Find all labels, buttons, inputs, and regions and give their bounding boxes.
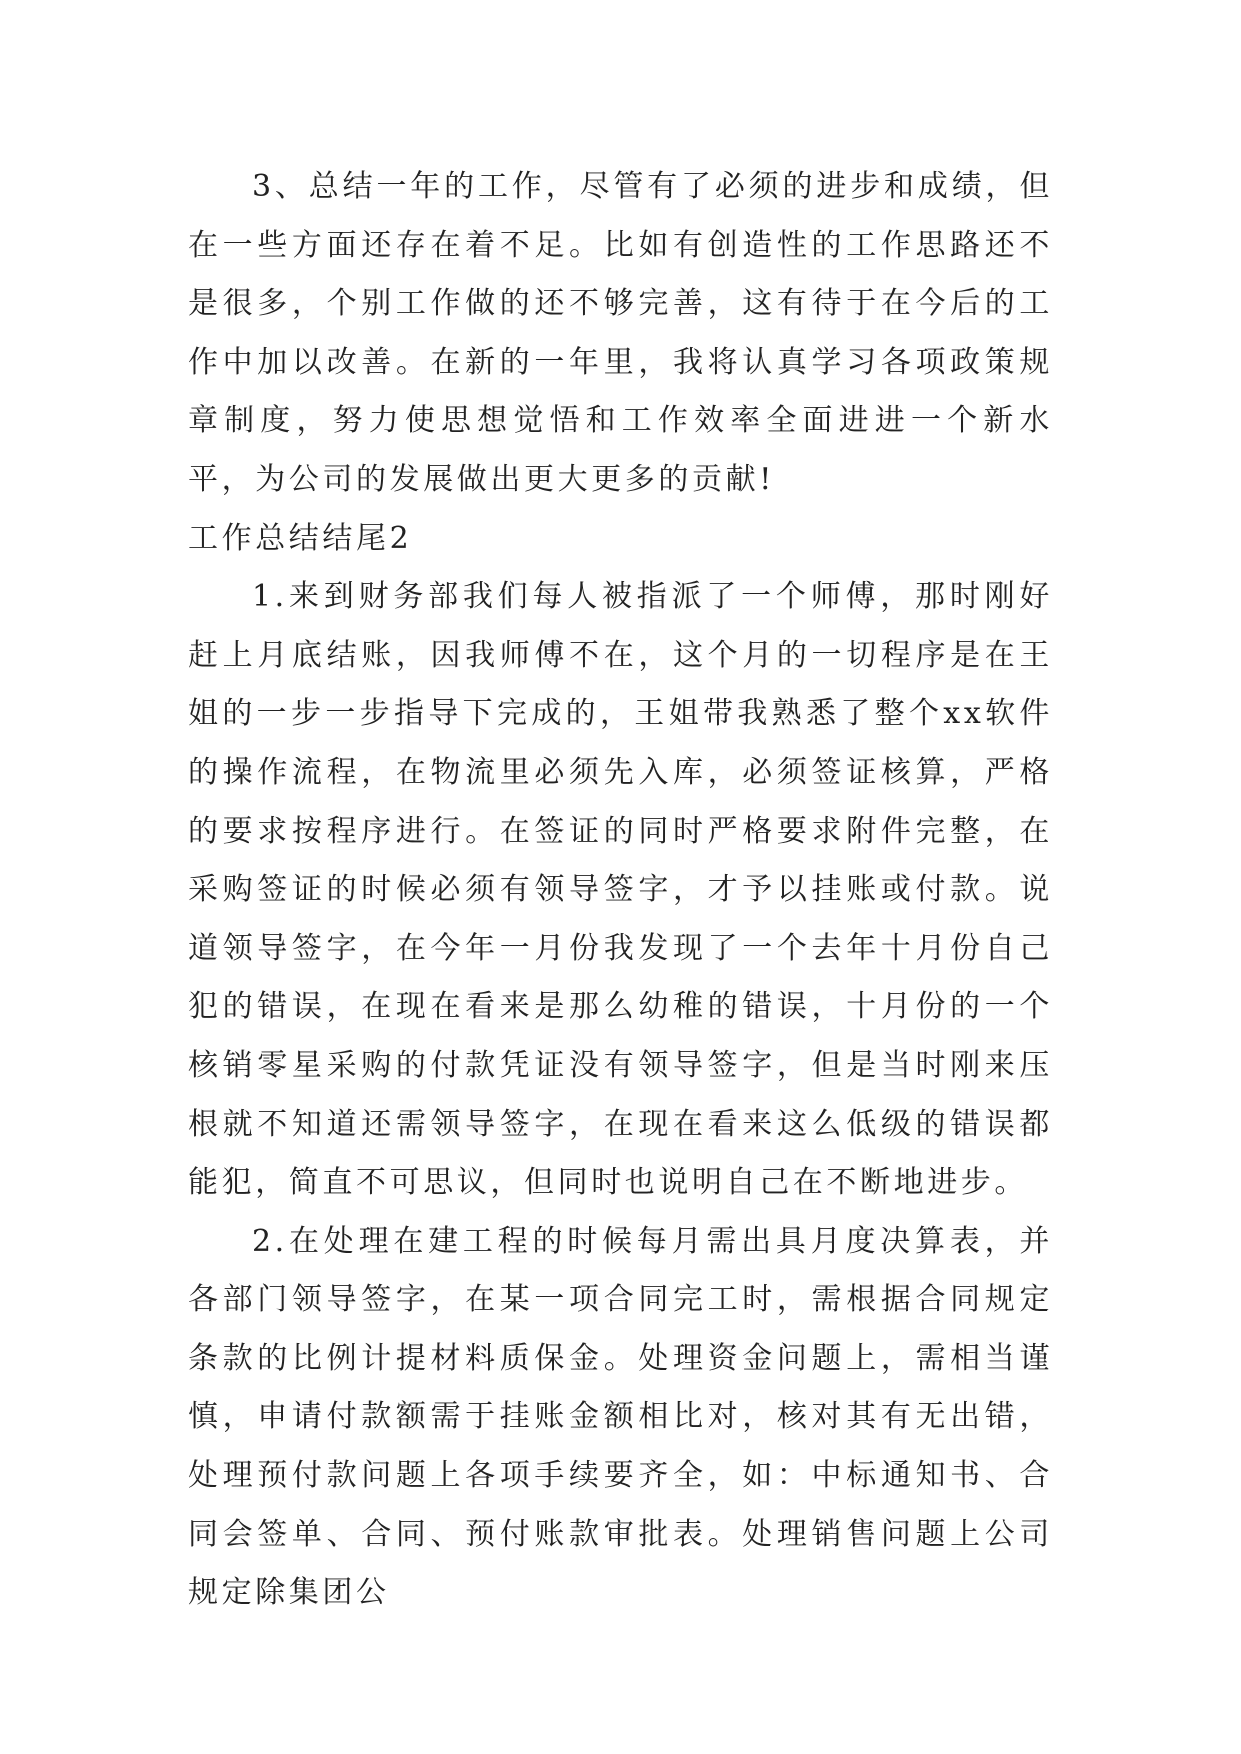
document-body	[188, 158, 1053, 1623]
paragraph-summary: 3、总结一年的工作，尽管有了必须的进步和成绩，但在一些方面还存在着不足。比如有创造性的工作思路还不是很多，个别工作做的还不够完善，这有待于在今后的工作中加以改善。在新的一年里，我将认真学习各项政策规章制度，努力使思想觉悟和工作效率全面进进一个新水平，为公司的发展做出更大更多的贡献!	[188, 169, 1053, 497]
paragraph-item-2: 2.在处理在建工程的时候每月需出具月度决算表，并各部门领导签字，在某一项合同完工时，需根据合同规定条款的比例计提材料质保金。处理资金问题上，需相当谨慎，申请付款额需于挂账金额相比对，核对其有无出错，处理预付款问题上各项手续要齐全，如：中标通知书、合同会签单、合同、预付账款审批表。处理销售问题上公司规定除集团公	[188, 1223, 1053, 1611]
section-heading: 工作总结结尾2	[188, 520, 413, 556]
paragraph-item-1: 1.来到财务部我们每人被指派了一个师傅，那时刚好赶上月底结账，因我师傅不在，这个月的一切程序是在王姐的一步一步指导下完成的，王姐带我熟悉了整个xx软件的操作流程，在物流里必须先入库，必须签证核算，严格的要求按程序进行。在签证的同时严格要求附件完整，在采购签证的时候必须有领导签字，才予以挂账或付款。说道领导签字，在今年一月份我发现了一个去年十月份自己犯的错误，在现在看来是那么幼稚的错误，十月份的一个核销零星采购的付款凭证没有领导签字，但是当时刚来压根就不知道还需领导签字，在现在看来这么低级的错误都能犯，简直不可思议，但同时也说明自己在不断地进步。	[188, 579, 1053, 1201]
